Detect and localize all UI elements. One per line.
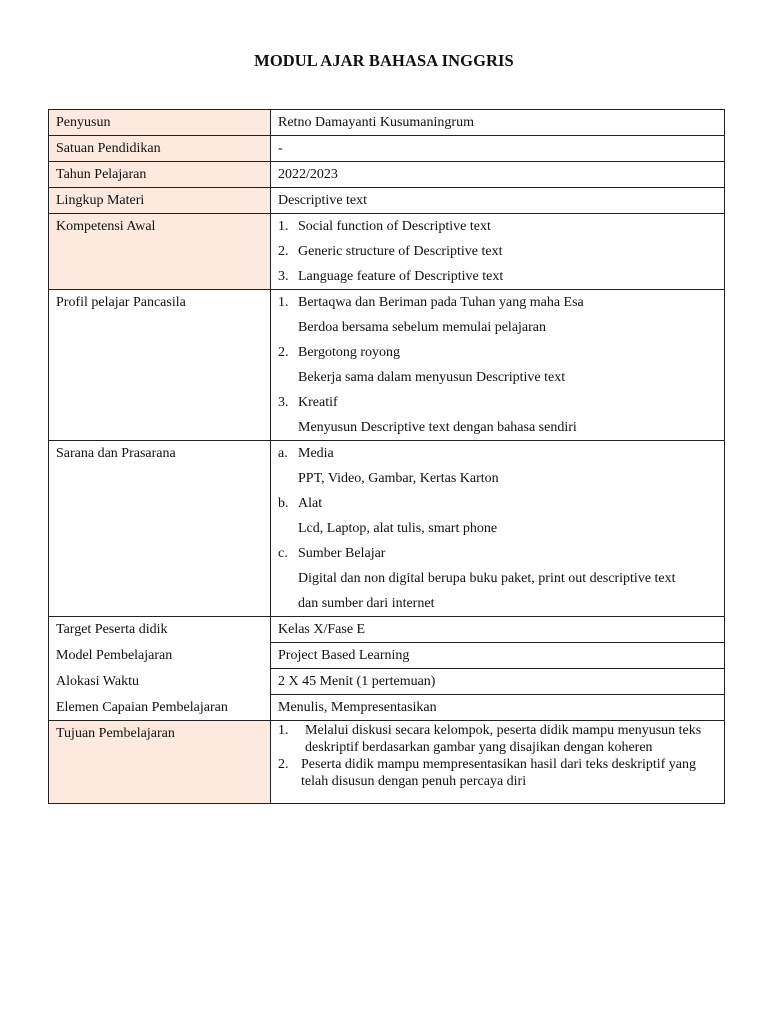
row-label-elemen: Elemen Capaian Pembelajaran xyxy=(49,695,271,721)
row-label-sarana: Sarana dan Prasarana xyxy=(49,441,271,617)
list-item: 2. Generic structure of Descriptive text xyxy=(278,244,503,259)
row-value-kompetensi xyxy=(271,214,725,290)
row-label-tahun: Tahun Pelajaran xyxy=(49,162,271,188)
table-row xyxy=(49,669,725,695)
table-row xyxy=(49,290,725,441)
table-row xyxy=(49,441,725,617)
row-value-sarana xyxy=(271,441,725,617)
table-row xyxy=(49,188,725,214)
list-item: 2. Bergotong royong xyxy=(278,345,401,360)
list-item-detail: PPT, Video, Gambar, Kertas Karton xyxy=(298,471,499,486)
list-item: b. Alat xyxy=(278,496,323,511)
module-info-table xyxy=(48,109,725,804)
document-title: MODUL AJAR BAHASA INGGRIS xyxy=(254,51,514,70)
tujuan-list xyxy=(278,721,718,803)
row-value-tahun: 2022/2023 xyxy=(271,162,725,188)
kompetensi-list xyxy=(278,214,718,289)
table-row xyxy=(49,695,725,721)
list-item-detail: Digital dan non digital berupa buku paket, print out descriptive text xyxy=(298,571,676,586)
row-label-model: Model Pembelajaran xyxy=(49,643,271,669)
list-item-detail: dan sumber dari internet xyxy=(298,596,435,611)
list-item-detail: Lcd, Laptop, alat tulis, smart phone xyxy=(298,521,498,536)
table-row xyxy=(49,162,725,188)
row-label-satuan: Satuan Pendidikan xyxy=(49,136,271,162)
table-row xyxy=(49,617,725,643)
table-row xyxy=(49,110,725,136)
row-value-lingkup: Descriptive text xyxy=(271,188,725,214)
row-value-target: Kelas X/Fase E xyxy=(271,617,725,643)
row-value-elemen: Menulis, Mempresentasikan xyxy=(271,695,725,721)
row-value-alokasi: 2 X 45 Menit (1 pertemuan) xyxy=(271,669,725,695)
list-item: 3. Language feature of Descriptive text xyxy=(278,269,504,284)
list-item: 3. Kreatif xyxy=(278,395,338,410)
row-value-tujuan xyxy=(271,721,725,804)
table-row xyxy=(49,721,725,804)
row-label-kompetensi: Kompetensi Awal xyxy=(49,214,271,290)
list-item-detail: Menyusun Descriptive text dengan bahasa sendiri xyxy=(298,420,577,435)
row-label-tujuan: Tujuan Pembelajaran xyxy=(49,721,271,804)
row-label-profil: Profil pelajar Pancasila xyxy=(49,290,271,441)
sarana-list xyxy=(278,441,718,616)
row-label-target: Target Peserta didik xyxy=(49,617,271,643)
row-label-penyusun: Penyusun xyxy=(49,110,271,136)
table-row xyxy=(49,643,725,669)
profil-list xyxy=(278,290,718,440)
list-item: c. Sumber Belajar xyxy=(278,546,386,561)
list-item: 1. Bertaqwa dan Beriman pada Tuhan yang maha Esa xyxy=(278,295,584,310)
list-item: 1. Social function of Descriptive text xyxy=(278,219,491,234)
table-row xyxy=(49,136,725,162)
list-item: a. Media xyxy=(278,446,334,461)
list-item: 2. Peserta didik mampu mempresentasikan hasil dari teks deskriptif yang telah disusun dengan penuh percaya diri xyxy=(278,757,697,789)
list-item: 1. Melalui diskusi secara kelompok, peserta didik mampu menyusun teks deskriptif berdasarkan gambar yang disajikan dengan koheren xyxy=(278,723,702,755)
row-value-penyusun: Retno Damayanti Kusumaningrum xyxy=(271,110,725,136)
row-value-profil xyxy=(271,290,725,441)
row-value-satuan: - xyxy=(271,136,725,162)
list-item-detail: Bekerja sama dalam menyusun Descriptive text xyxy=(298,370,566,385)
list-item-detail: Berdoa bersama sebelum memulai pelajaran xyxy=(298,320,547,335)
row-label-lingkup: Lingkup Materi xyxy=(49,188,271,214)
table-row xyxy=(49,214,725,290)
row-value-model: Project Based Learning xyxy=(271,643,725,669)
row-label-alokasi: Alokasi Waktu xyxy=(49,669,271,695)
